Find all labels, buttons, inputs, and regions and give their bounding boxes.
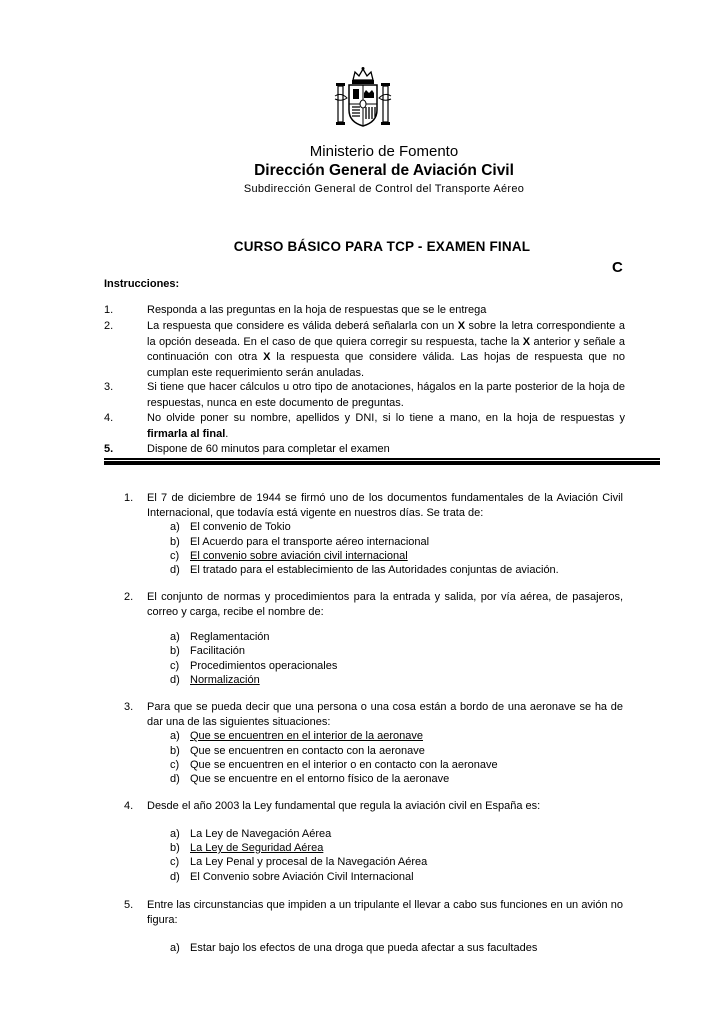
instruction-text: Dispone de 60 minutos para completar el examen (147, 443, 390, 455)
ministry-name: Ministerio de Fomento (309, 143, 459, 160)
question-text: Para que se pueda decir que una persona o una cosa están a bordo de una aeronave se ha de dar una de las siguientes situaciones: (147, 701, 623, 728)
directorate-name: Dirección General de Aviación Civil (254, 162, 514, 179)
instruction-number: 1. (104, 304, 114, 316)
instruction-number: 5. (104, 443, 114, 455)
instruction-text: Si tiene que hacer cálculos u otro tipo de anotaciones, hágalos en la parte posterior de la hoja de respuestas, nunca en este documento de preguntas. (147, 381, 625, 409)
question-number: 2. (124, 591, 134, 603)
instruction-text: No olvide poner su nombre, apellidos y DNI, si lo tiene a mano, en la hoja de respuestas y firmarla al final. (147, 412, 625, 440)
mark-x: X (457, 320, 466, 332)
instruction-number: 3. (104, 381, 114, 393)
instruction-text: Responda a las preguntas en la hoja de respuestas que se le entrega (147, 304, 487, 316)
question-number: 3. (124, 701, 134, 713)
question-text: Desde el año 2003 la Ley fundamental que regula la aviación civil en España es: (147, 800, 541, 812)
instruction-text: La respuesta que considere es válida deberá señalarla con un X sobre la letra correspondiente a la opción deseada. En el caso de que quiera corregir su respuesta, tache la X anterior y señale a continuación con otra X la respuesta que considere válida. Las hojas de respuesta que no cumplan este requerimiento serán anuladas. (147, 320, 625, 379)
divider-thick (104, 461, 660, 465)
exam-variant-letter: C (612, 259, 623, 276)
question-text: El 7 de diciembre de 1944 se firmó uno de los documentos fundamentales de la Aviación Civil Internacional, que todavía está vigente en nuestros días. Se trata de: (147, 492, 623, 519)
mark-x: X (522, 335, 531, 348)
question-text: Entre las circunstancias que impiden a un tripulante el llevar a cabo sus funciones en un avión no figura: (147, 899, 623, 926)
sign-emphasis: firmarla al final (147, 427, 226, 440)
instruction-number: 4. (104, 412, 114, 424)
question-number: 4. (124, 800, 134, 812)
exam-title: CURSO BÁSICO PARA TCP - EXAMEN FINAL (233, 239, 531, 254)
coat-of-arms-emblem (333, 66, 393, 130)
question-number: 1. (124, 492, 134, 504)
question-number: 5. (124, 899, 134, 911)
divider-thin (104, 458, 660, 460)
subdirectorate-name: Subdirección General de Control del Transporte Aéreo (243, 183, 525, 195)
mark-x: X (263, 351, 271, 363)
instructions-heading: Instrucciones: (104, 278, 180, 290)
question-text: El conjunto de normas y procedimientos para la entrada y salida, por vía aérea, de pasajeros, correo y carga, recibe el nombre de: (147, 591, 623, 618)
instruction-number: 2. (104, 320, 114, 332)
